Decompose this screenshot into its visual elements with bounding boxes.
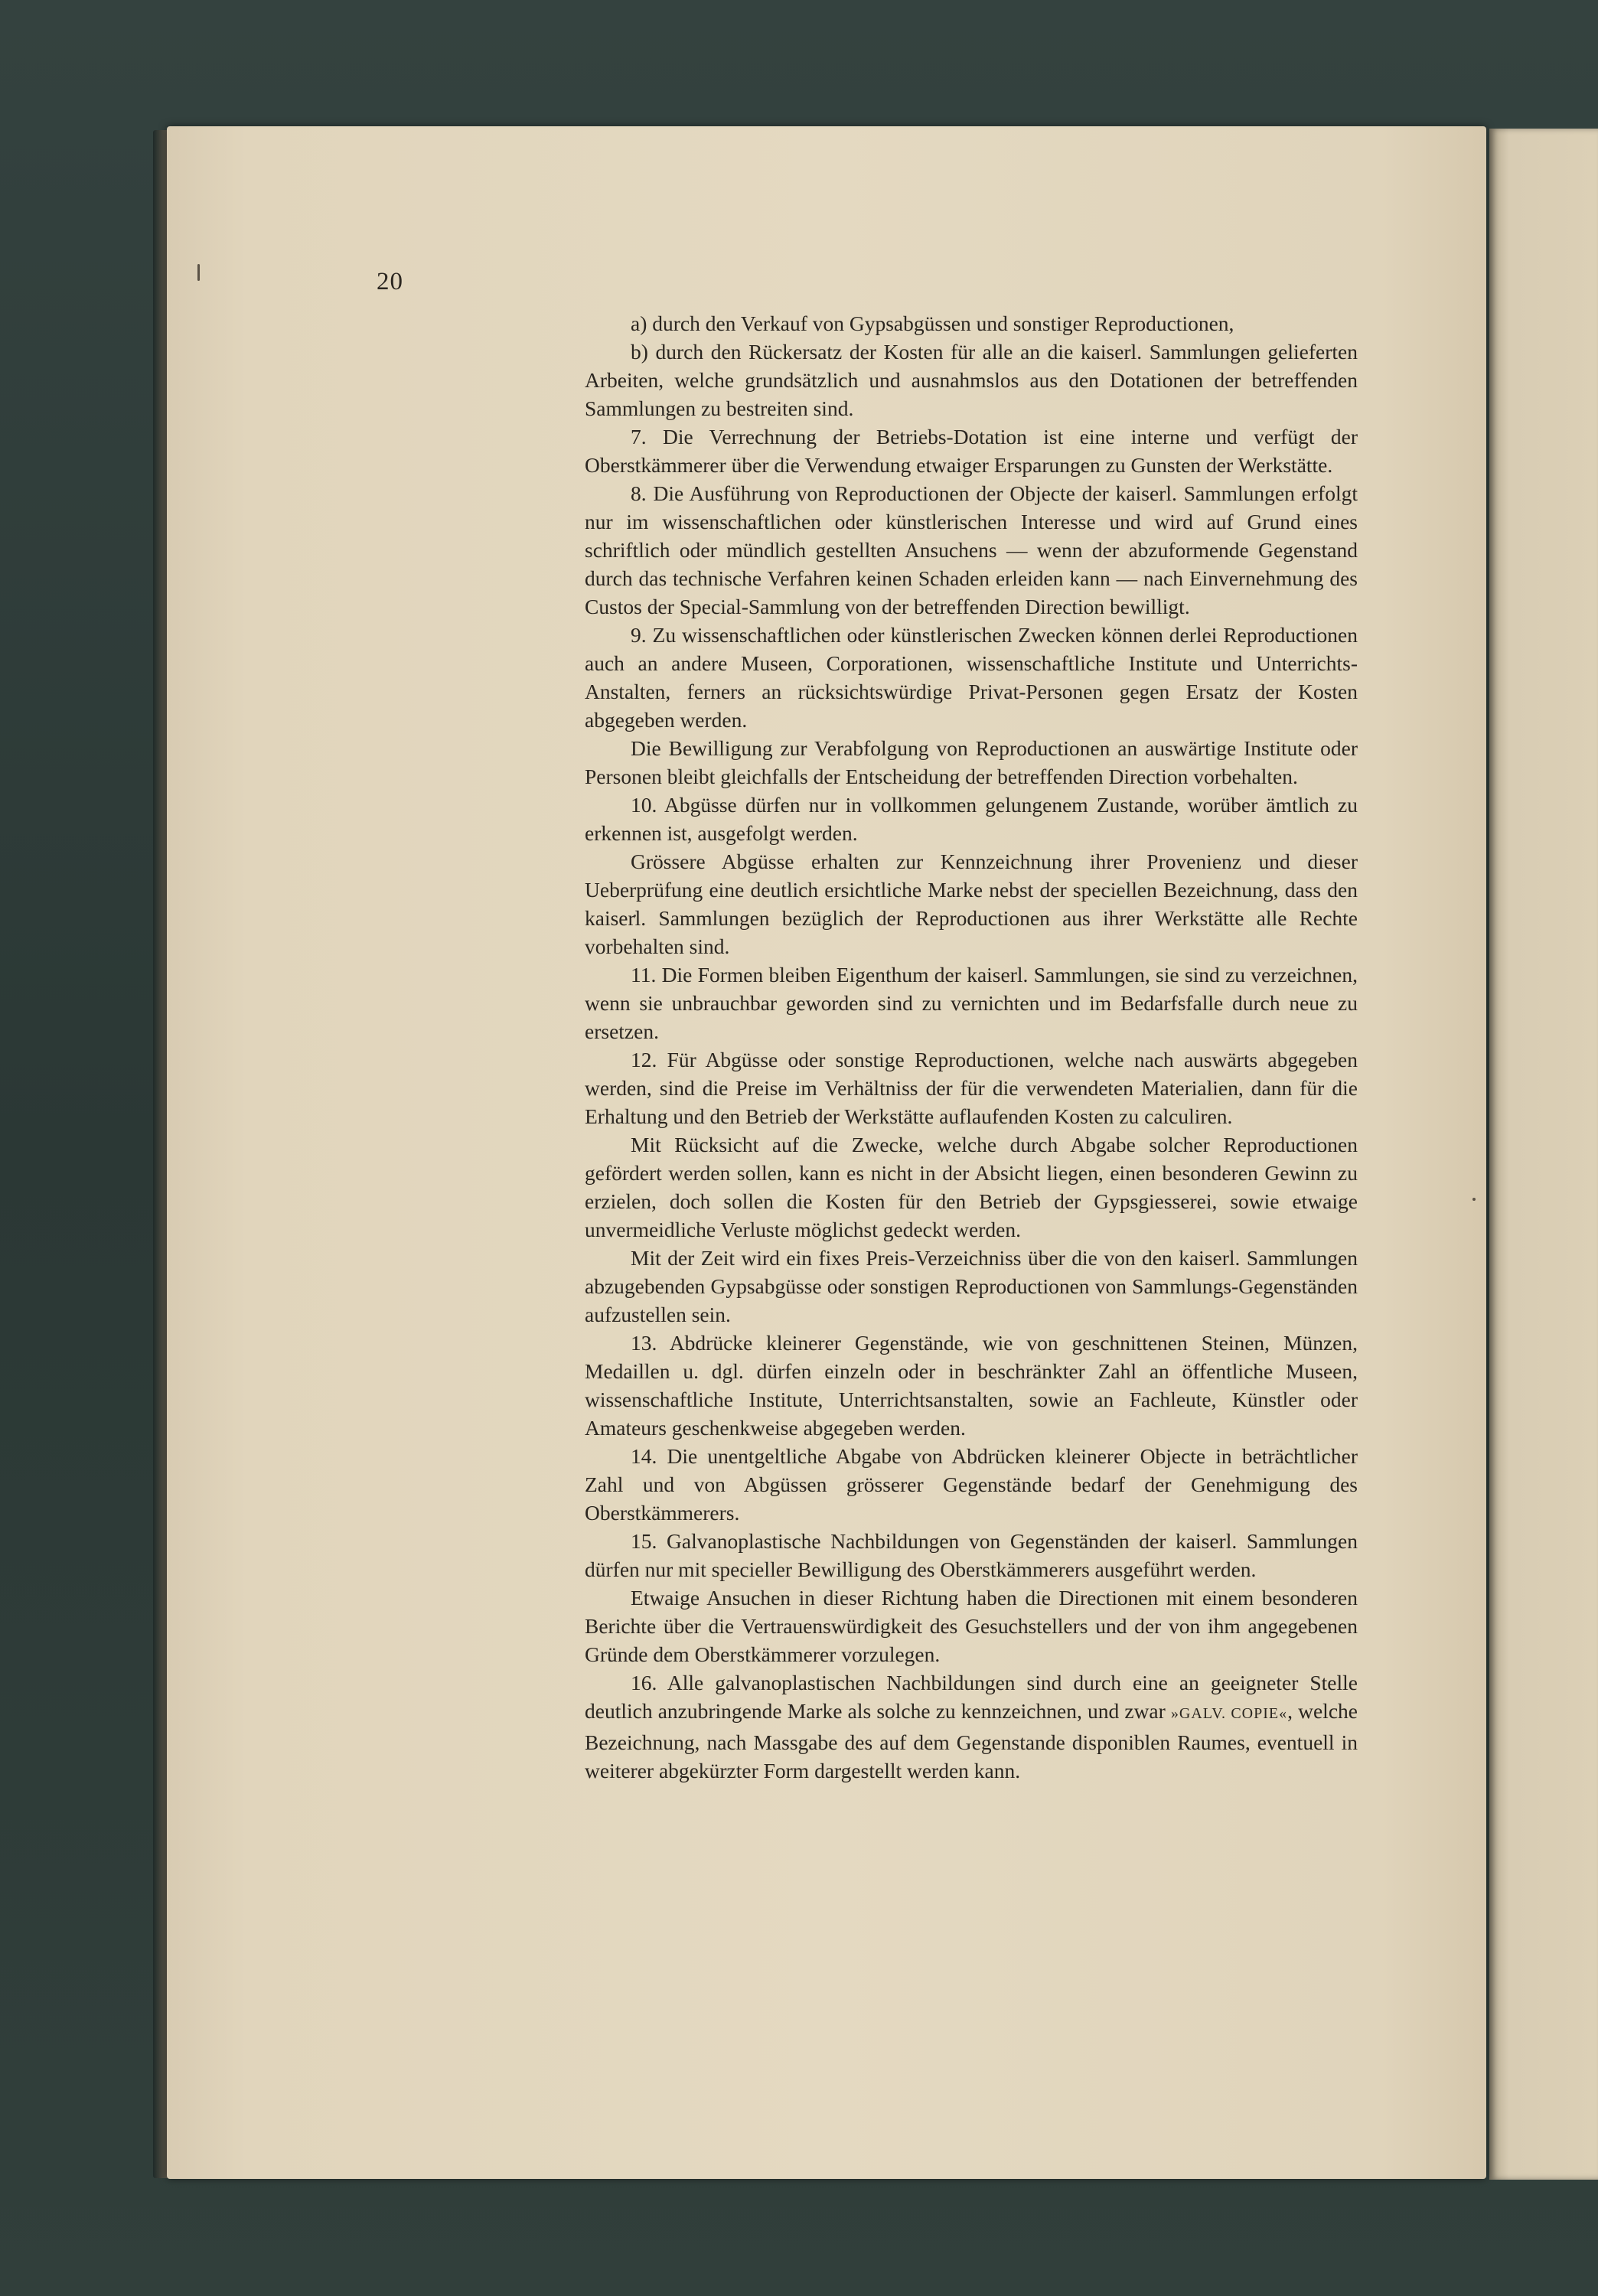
paragraph: Etwaige Ansuchen in dieser Richtung haben die Directionen mit einem besonderen Berichte über die Vertrauenswürdigkeit des Gesuchstellers und der von ihm angegebenen Gründe dem Oberstkämmerer vorzulegen. <box>585 1586 1358 1666</box>
paragraph: 7. Die Verrechnung der Betriebs-Dotation ist eine interne und verfügt der Oberstkämmerer über die Verwendung etwaiger Ersparungen zu Gunsten der Werkstätte. <box>585 425 1358 477</box>
paragraph: 8. Die Ausführung von Reproductionen der Objecte der kaiserl. Sammlungen erfolgt nur im wissenschaftlichen oder künstlerischen Interesse und wird auf Grund eines schriftlich oder mündlich gestellten Ansuchens — wenn der abzuformende Gegenstand durch das technische Verfahren keinen Schaden erleiden kann — nach Einvernehmung des Custos der Special-Sammlung von der betreffenden Direction bewilligt. <box>585 481 1358 618</box>
paragraph: 12. Für Abgüsse oder sonstige Reproductionen, welche nach auswärts abgegeben werden, sind die Preise im Verhältniss der für die verwendeten Materialien, dann für die Erhaltung und den Betrieb der Werkstätte auflaufenden Kosten zu calculiren. <box>585 1048 1358 1128</box>
paragraph: b) durch den Rückersatz der Kosten für alle an die kaiserl. Sammlungen gelieferten Arbeiten, welche grundsätzlich und ausnahmslos aus den Dotationen der betreffenden Sammlungen zu bestreiten sind. <box>585 340 1358 420</box>
adjacent-page-edge <box>1489 129 1598 2180</box>
paper-speck <box>197 264 200 281</box>
final-paragraph <box>585 1668 1358 1785</box>
galv-copie-mark: »GALV. COPIE« <box>1170 1705 1288 1722</box>
paragraph: 13. Abdrücke kleinerer Gegenstände, wie von geschnittenen Steinen, Münzen, Medaillen u. dgl. dürfen einzeln oder in beschränkter Zahl an öffentliche Museen, wissenschaftliche Institute, Unterrichtsanstalten, sowie an Fachleute, Künstler oder Amateurs geschenkweise abgegeben werden. <box>585 1331 1358 1440</box>
paragraph: 11. Die Formen bleiben Eigenthum der kaiserl. Sammlungen, sie sind zu verzeichnen, wenn sie unbrauchbar geworden sind zu vernichten und im Bedarfsfalle durch neue zu ersetzen. <box>585 963 1358 1043</box>
paragraph: Mit Rücksicht auf die Zwecke, welche durch Abgabe solcher Reproductionen gefördert werden sollen, kann es nicht in der Absicht liegen, einen besonderen Gewinn zu erzielen, doch sollen die Kosten für den Betrieb der Gypsgiesserei, sowie etwaige unvermeidliche Verluste möglichst gedeckt werden. <box>585 1133 1358 1241</box>
paragraph: 14. Die unentgeltliche Abgabe von Abdrücken kleinerer Objecte in beträchtlicher Zahl und von Abgüssen grösserer Gegenstände bedarf der Genehmigung des Oberstkämmerers. <box>585 1444 1358 1525</box>
paper-speck <box>1472 1198 1476 1201</box>
paragraph: 15. Galvanoplastische Nachbildungen von Gegenständen der kaiserl. Sammlungen dürfen nur mit specieller Bewilligung des Oberstkämmerers ausgeführt werden. <box>585 1529 1358 1581</box>
paragraph: a) durch den Verkauf von Gypsabgüssen und sonstiger Reproductionen, <box>631 311 1234 335</box>
paragraph: Mit der Zeit wird ein fixes Preis-Verzeichniss über die von den kaiserl. Sammlungen abzugebenden Gypsabgüsse oder sonstigen Reproductionen von Sammlungs-Gegenständen aufzustellen sein. <box>585 1246 1358 1326</box>
paragraph: Grössere Abgüsse erhalten zur Kennzeichnung ihrer Provenienz und dieser Ueberprüfung eine deutlich ersichtliche Marke nebst der speciellen Bezeichnung, dass den kaiserl. Sammlungen bezüglich der Reproductionen aus ihrer Werkstätte alle Rechte vorbehalten sind. <box>585 850 1358 958</box>
paragraph: 10. Abgüsse dürfen nur in vollkommen gelungenem Zustande, worüber ämtlich zu erkennen ist, ausgefolgt werden. <box>585 793 1358 845</box>
paragraph: Die Bewilligung zur Verabfolgung von Reproductionen an auswärtige Institute oder Personen bleibt gleichfalls der Entscheidung der betreffenden Direction vorbehalten. <box>585 736 1358 788</box>
final-paragraph-end: , welche Bezeichnung, nach Massgabe des auf dem Gegenstande disponiblen Raumes, eventuell in weiterer abgekürzter Form dargestellt werden kann. <box>585 1699 1358 1782</box>
final-paragraph-start: 16. Alle galvanoplastischen Nachbildungen sind durch eine an geeigneter Stelle deutlich anzubringende Marke als solche zu kennzeichnen, und zwar <box>585 1671 1358 1723</box>
page-number: 20 <box>377 268 403 295</box>
document-body <box>585 309 1358 1785</box>
paragraph: 9. Zu wissenschaftlichen oder künstlerischen Zwecken können derlei Reproductionen auch an andere Museen, Corporationen, wissenschaftliche Institute und Unterrichts-Anstalten, ferners an rücksichtswürdige Privat-Personen gegen Ersatz der Kosten abgegeben werden. <box>585 623 1358 732</box>
